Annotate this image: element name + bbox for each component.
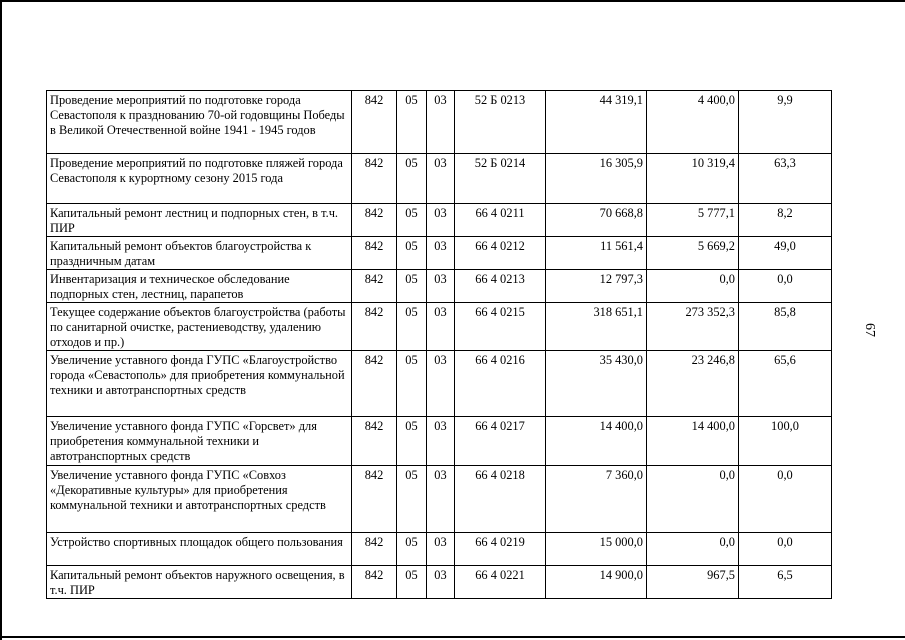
row-rz: 05 xyxy=(397,270,427,303)
row-rz: 05 xyxy=(397,204,427,237)
row-csr: 66 4 0219 xyxy=(455,533,546,566)
row-pr: 03 xyxy=(427,303,455,351)
row-ved: 842 xyxy=(352,533,397,566)
row-percent: 65,6 xyxy=(739,351,832,417)
row-pr: 03 xyxy=(427,154,455,204)
table-row xyxy=(47,533,832,566)
row-csr: 66 4 0217 xyxy=(455,417,546,466)
row-actual: 23 246,8 xyxy=(647,351,739,417)
row-ved: 842 xyxy=(352,566,397,599)
row-actual: 5 777,1 xyxy=(647,204,739,237)
row-pr: 03 xyxy=(427,270,455,303)
row-percent: 0,0 xyxy=(739,533,832,566)
row-rz: 05 xyxy=(397,237,427,270)
row-percent: 49,0 xyxy=(739,237,832,270)
row-planned: 318 651,1 xyxy=(546,303,647,351)
row-pr: 03 xyxy=(427,351,455,417)
row-pr: 03 xyxy=(427,533,455,566)
row-name: Проведение мероприятий по подготовке города Севастополя к празднованию 70-ой годовщины Победы в Великой Отечественной войне 1941 - 1945 годов xyxy=(47,91,352,154)
row-csr: 66 4 0218 xyxy=(455,466,546,533)
row-ved: 842 xyxy=(352,466,397,533)
row-rz: 05 xyxy=(397,91,427,154)
row-csr: 52 Б 0213 xyxy=(455,91,546,154)
row-name: Капитальный ремонт объектов наружного освещения, в т.ч. ПИР xyxy=(47,566,352,599)
row-rz: 05 xyxy=(397,351,427,417)
row-planned: 7 360,0 xyxy=(546,466,647,533)
row-percent: 6,5 xyxy=(739,566,832,599)
table-row xyxy=(47,237,832,270)
row-planned: 12 797,3 xyxy=(546,270,647,303)
row-planned: 16 305,9 xyxy=(546,154,647,204)
row-planned: 14 900,0 xyxy=(546,566,647,599)
row-planned: 35 430,0 xyxy=(546,351,647,417)
row-rz: 05 xyxy=(397,466,427,533)
row-csr: 52 Б 0214 xyxy=(455,154,546,204)
row-planned: 70 668,8 xyxy=(546,204,647,237)
row-percent: 63,3 xyxy=(739,154,832,204)
row-name: Увеличение уставного фонда ГУПС «Совхоз «Декоративные культуры» для приобретения коммунальной техники и автотранспортных средств xyxy=(47,466,352,533)
row-percent: 0,0 xyxy=(739,466,832,533)
row-actual: 5 669,2 xyxy=(647,237,739,270)
scan-border-bottom xyxy=(0,636,905,638)
table-row xyxy=(47,91,832,154)
row-rz: 05 xyxy=(397,566,427,599)
row-rz: 05 xyxy=(397,154,427,204)
scan-border-left xyxy=(0,0,2,640)
row-csr: 66 4 0215 xyxy=(455,303,546,351)
row-actual: 0,0 xyxy=(647,533,739,566)
row-name: Увеличение уставного фонда ГУПС «Благоустройство города «Севастополь» для приобретения коммунальной техники и автотранспортных средств xyxy=(47,351,352,417)
row-actual: 10 319,4 xyxy=(647,154,739,204)
table-row xyxy=(47,204,832,237)
table-row xyxy=(47,154,832,204)
row-planned: 15 000,0 xyxy=(546,533,647,566)
row-percent: 9,9 xyxy=(739,91,832,154)
row-csr: 66 4 0213 xyxy=(455,270,546,303)
row-ved: 842 xyxy=(352,154,397,204)
page-number: 67 xyxy=(862,323,877,337)
row-ved: 842 xyxy=(352,351,397,417)
row-name: Инвентаризация и техническое обследование подпорных стен, лестниц, парапетов xyxy=(47,270,352,303)
row-rz: 05 xyxy=(397,417,427,466)
row-pr: 03 xyxy=(427,91,455,154)
row-ved: 842 xyxy=(352,303,397,351)
row-pr: 03 xyxy=(427,466,455,533)
row-pr: 03 xyxy=(427,204,455,237)
table-row xyxy=(47,270,832,303)
row-name: Увеличение уставного фонда ГУПС «Горсвет» для приобретения коммунальной техники и автотранспортных средств xyxy=(47,417,352,466)
row-csr: 66 4 0216 xyxy=(455,351,546,417)
row-planned: 14 400,0 xyxy=(546,417,647,466)
row-percent: 0,0 xyxy=(739,270,832,303)
row-percent: 85,8 xyxy=(739,303,832,351)
row-actual: 0,0 xyxy=(647,270,739,303)
row-name: Устройство спортивных площадок общего пользования xyxy=(47,533,352,566)
row-name: Проведение мероприятий по подготовке пляжей города Севастополя к курортному сезону 2015 года xyxy=(47,154,352,204)
row-ved: 842 xyxy=(352,237,397,270)
row-planned: 44 319,1 xyxy=(546,91,647,154)
table-row xyxy=(47,303,832,351)
budget-execution-table xyxy=(46,90,832,599)
table-row xyxy=(47,351,832,417)
row-csr: 66 4 0212 xyxy=(455,237,546,270)
row-percent: 100,0 xyxy=(739,417,832,466)
row-pr: 03 xyxy=(427,237,455,270)
row-csr: 66 4 0221 xyxy=(455,566,546,599)
table-row xyxy=(47,566,832,599)
table-row xyxy=(47,466,832,533)
row-name: Капитальный ремонт объектов благоустройства к праздничным датам xyxy=(47,237,352,270)
row-actual: 967,5 xyxy=(647,566,739,599)
row-rz: 05 xyxy=(397,533,427,566)
row-pr: 03 xyxy=(427,566,455,599)
table-row xyxy=(47,417,832,466)
row-percent: 8,2 xyxy=(739,204,832,237)
row-ved: 842 xyxy=(352,417,397,466)
row-actual: 273 352,3 xyxy=(647,303,739,351)
scan-border-top xyxy=(0,0,905,2)
row-actual: 4 400,0 xyxy=(647,91,739,154)
row-actual: 0,0 xyxy=(647,466,739,533)
row-rz: 05 xyxy=(397,303,427,351)
row-name: Текущее содержание объектов благоустройства (работы по санитарной очистке, растениеводству, удалению отходов и пр.) xyxy=(47,303,352,351)
row-ved: 842 xyxy=(352,204,397,237)
row-name: Капитальный ремонт лестниц и подпорных стен, в т.ч. ПИР xyxy=(47,204,352,237)
row-ved: 842 xyxy=(352,270,397,303)
row-actual: 14 400,0 xyxy=(647,417,739,466)
row-csr: 66 4 0211 xyxy=(455,204,546,237)
row-pr: 03 xyxy=(427,417,455,466)
row-ved: 842 xyxy=(352,91,397,154)
row-planned: 11 561,4 xyxy=(546,237,647,270)
